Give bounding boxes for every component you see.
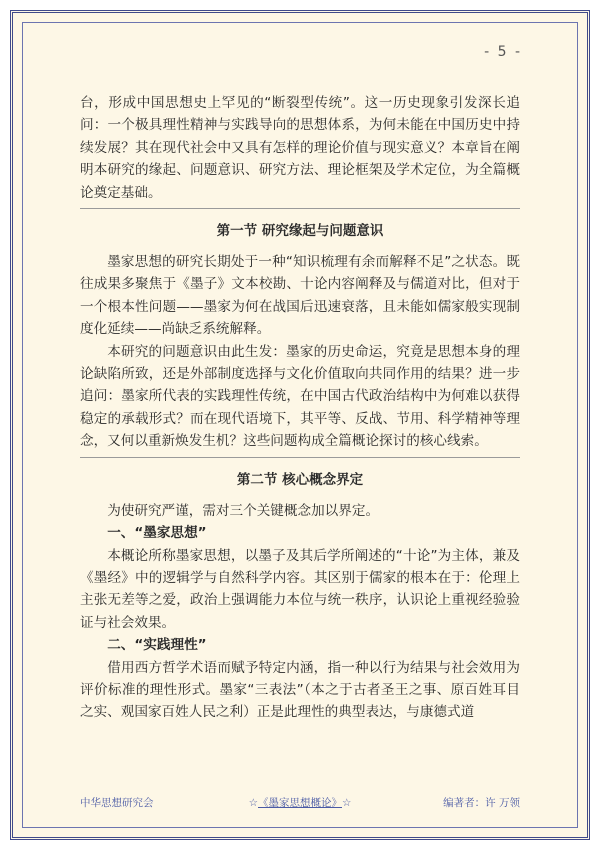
intro-paragraph: 台，形成中国思想史上罕见的“断裂型传统”。这一历史现象引发深长追问：一个极具理性精神与实践导向的思想体系，为何未能在中国历史中持续发展？其在现代社会中又具有怎样的理论价值与现实意义？本章旨在阐明本研究的缘起、问题意识、研究方法、理论框架及学术定位，为全篇概论奠定基础。 bbox=[80, 95, 520, 201]
section-divider bbox=[80, 457, 520, 458]
subheading-practical-reason: 二、“实践理性” bbox=[107, 637, 207, 654]
page-number: - 5 - bbox=[484, 44, 522, 60]
star-icon: ☆ bbox=[342, 797, 352, 809]
section2-paragraph-1: 为使研究严谨，需对三个关键概念加以界定。 bbox=[107, 502, 380, 519]
star-icon: ☆ bbox=[248, 797, 258, 809]
section-divider bbox=[80, 208, 520, 209]
footer-organization: 中华思想研究会 bbox=[80, 797, 154, 809]
section2-sub1-paragraph: 本概论所称墨家思想，以墨子及其后学所阐述的“十论”为主体，兼及《墨经》中的逻辑学与自然科学内容。其区别于儒家的根本在于：伦理上主张无差等之爱，政治上强调能力本位与统一秩序，认识论上重视经验验证与社会效果。 bbox=[80, 547, 520, 631]
section1-paragraph-2: 本研究的问题意识由此生发：墨家的历史命运，究竟是思想本身的理论缺陷所致，还是外部制度选择与文化价值取向共同作用的结果？进一步追问：墨家所代表的实践理性传统，在中国古代政治结构中为何难以获得稳定的承载形式？而在现代语境下，其平等、反战、节用、科学精神等理念，又何以重新焕发生机？这些问题构成全篇概论探讨的核心线索。 bbox=[80, 343, 520, 450]
footer-book-title: 《墨家思想概论》 bbox=[258, 797, 342, 809]
footer-author: 编著者：许 万领 bbox=[443, 797, 520, 809]
subheading-mohist-thought: 一、“墨家思想” bbox=[107, 525, 207, 542]
section2-title: 第二节 核心概念界定 bbox=[236, 471, 364, 488]
section1-title: 第一节 研究缘起与问题意识 bbox=[216, 223, 384, 240]
section2-sub2-paragraph: 借用西方哲学术语而赋予特定内涵，指一种以行为结果与社会效用为评价标准的理性形式。墨家“三表法”（本之于古者圣王之事、原百姓耳目之实、观国家百姓人民之利）正是此理性的典型表达，与康德式道 bbox=[80, 659, 520, 721]
section1-paragraph-1: 墨家思想的研究长期处于一种“知识梳理有余而解释不足”之状态。既往成果多聚焦于《墨子》文本校勘、十论内容阐释及与儒道对比，但对于一个根本性问题——墨家为何在战国后迅速衰落，且未能如儒家般实现制度化延续——尚缺乏系统解释。 bbox=[80, 254, 520, 338]
page-content bbox=[80, 92, 520, 724]
page-footer bbox=[80, 795, 520, 811]
